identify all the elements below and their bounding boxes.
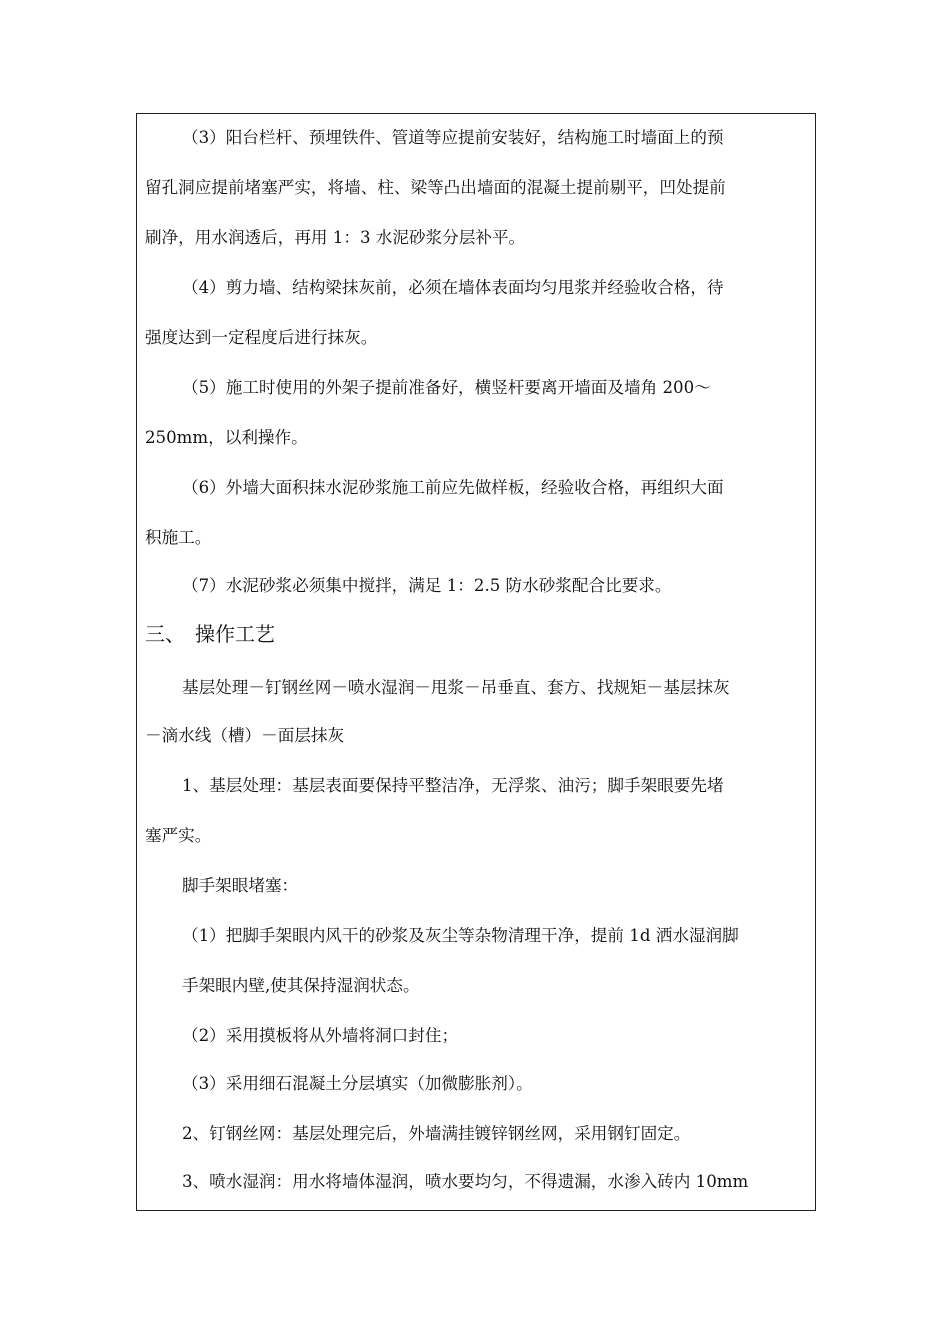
section-heading: 三、 操作工艺 [145, 622, 275, 646]
text-line: （6）外墙大面积抹水泥砂浆施工前应先做样板，经验收合格，再组织大面 [182, 478, 724, 497]
text-line: 积施工。 [145, 528, 212, 547]
text-line: －滴水线（槽）－面层抹灰 [145, 726, 345, 745]
text-line: 刷净，用水润透后，再用 1：3 水泥砂浆分层补平。 [145, 228, 526, 247]
text-line: （5）施工时使用的外架子提前准备好，横竖杆要离开墙面及墙角 200～ [182, 378, 711, 397]
text-line: 250mm，以利操作。 [145, 428, 308, 447]
text-line: 基层处理－钉钢丝网－喷水湿润－甩浆－吊垂直、套方、找规矩－基层抹灰 [182, 678, 730, 697]
text-line: （7）水泥砂浆必须集中搅拌，满足 1：2.5 防水砂浆配合比要求。 [182, 576, 672, 595]
text-line: （3）阳台栏杆、预埋铁件、管道等应提前安装好，结构施工时墙面上的预 [182, 128, 724, 147]
text-line: 1、基层处理：基层表面要保持平整洁净，无浮浆、油污；脚手架眼要先堵 [182, 776, 724, 795]
text-line: （1）把脚手架眼内风干的砂浆及灰尘等杂物清理干净，提前 1d 洒水湿润脚 [182, 926, 739, 945]
text-line: 留孔洞应提前堵塞严实，将墙、柱、梁等凸出墙面的混凝土提前剔平，凹处提前 [145, 178, 726, 197]
text-line: （2）采用摸板将从外墙将洞口封住； [182, 1026, 459, 1045]
text-line: 强度达到一定程度后进行抹灰。 [145, 328, 378, 347]
text-line: 3、喷水湿润：用水将墙体湿润，喷水要均匀，不得遗漏，水渗入砖内 10mm [182, 1172, 749, 1191]
text-line: （4）剪力墙、结构梁抹灰前，必须在墙体表面均匀甩浆并经验收合格，待 [182, 278, 724, 297]
text-line: 2、钉钢丝网：基层处理完后，外墙满挂镀锌钢丝网，采用钢钉固定。 [182, 1124, 691, 1143]
text-line: 手架眼内壁,使其保持湿润状态。 [182, 976, 420, 995]
text-line: （3）采用细石混凝土分层填实（加微膨胀剂）。 [182, 1074, 533, 1093]
text-line: 塞严实。 [145, 826, 212, 845]
text-line: 脚手架眼堵塞： [182, 876, 299, 895]
